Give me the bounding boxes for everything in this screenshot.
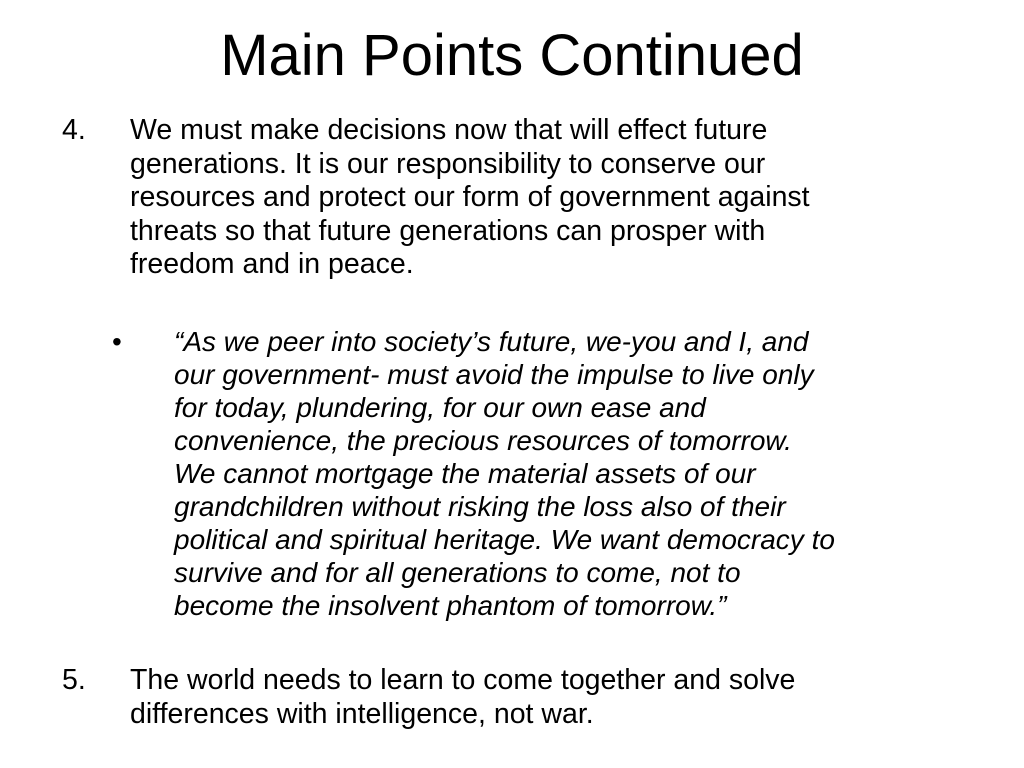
quote-line: political and spiritual heritage. We want democracy to	[174, 524, 835, 555]
quote-line: We cannot mortgage the material assets of our	[174, 458, 756, 489]
main-point-4-number: 4.	[62, 114, 86, 146]
quote-line: convenience, the precious resources of tomorrow.	[174, 425, 792, 456]
quote-line: for today, plundering, for our own ease and	[174, 392, 706, 423]
main-point-5-text	[130, 664, 990, 731]
main-point-5-number: 5.	[62, 664, 86, 696]
main-point-4-line: generations. It is our responsibility to conserve our	[130, 147, 766, 180]
quote-line: survive and for all generations to come, not to	[174, 557, 741, 588]
main-point-5-line: The world needs to learn to come together and solve	[130, 664, 796, 696]
quote-line: our government- must avoid the impulse to live only	[174, 359, 814, 390]
main-point-4-line: freedom and in peace.	[130, 248, 414, 280]
main-point-4	[62, 114, 1002, 284]
quote-text	[174, 325, 1010, 622]
quote-bullet-item	[112, 325, 1012, 625]
main-point-5	[62, 664, 1002, 744]
main-point-4-line: threats so that future generations can prosper with	[130, 214, 766, 247]
quote-line: become the insolvent phantom of tomorrow.”	[174, 590, 727, 621]
main-point-4-line: We must make decisions now that will effect future	[130, 114, 768, 146]
quote-line: “As we peer into society’s future, we-you and I, and	[174, 326, 809, 357]
bullet-icon: •	[112, 326, 122, 357]
slide-title: Main Points Continued	[220, 23, 804, 88]
main-point-4-text	[130, 114, 990, 282]
main-point-5-line: differences with intelligence, not war.	[130, 697, 594, 730]
quote-line: grandchildren without risking the loss also of their	[174, 491, 786, 522]
main-point-4-line: resources and protect our form of government against	[130, 181, 810, 213]
